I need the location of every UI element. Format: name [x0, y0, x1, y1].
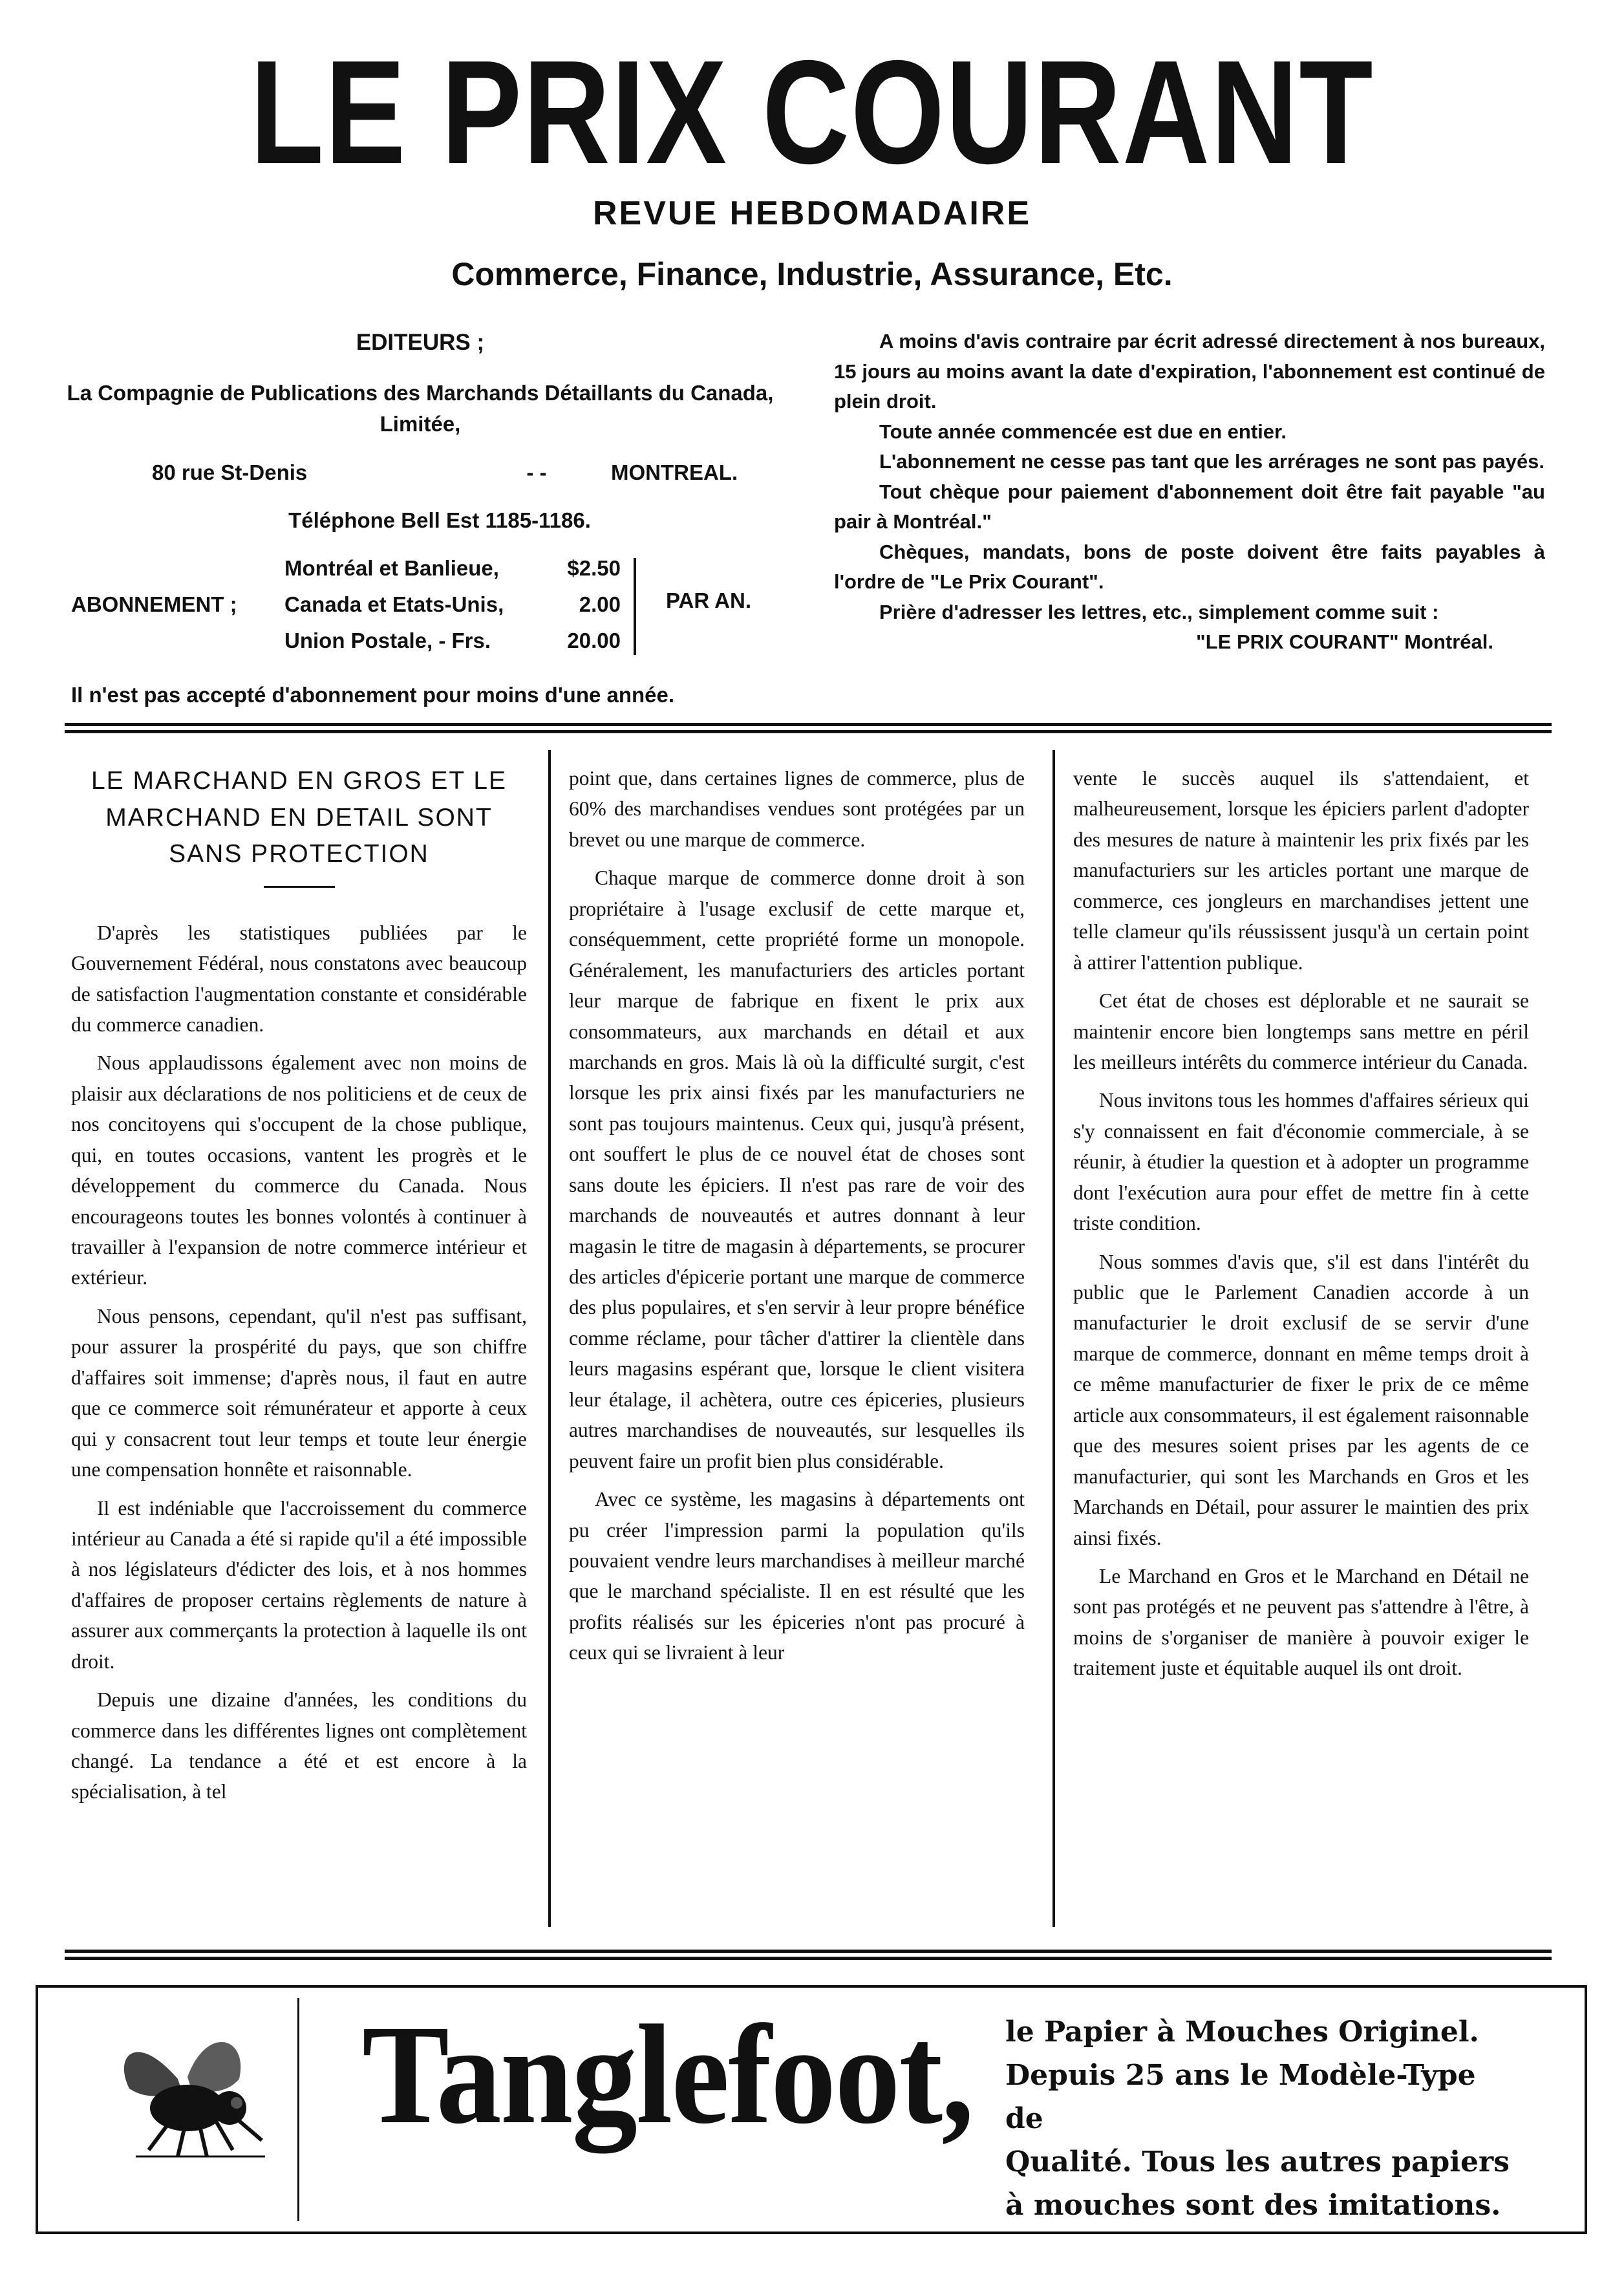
- ad-line: le Papier à Mouches Originel.: [1005, 2016, 1479, 2049]
- notice-block: [834, 327, 1545, 658]
- publisher-address: [65, 457, 776, 488]
- subscription-note: Il n'est pas accepté d'abonnement pour moins d'une année.: [71, 683, 675, 707]
- article-paragraph: Depuis une dizaine d'années, les conditions du commerce dans les différentes lignes ont complètement changé. La tendance a été et est encore à la spécialisation, à tel: [71, 1688, 527, 1803]
- ad-line: à mouches sont des imitations.: [1005, 2188, 1501, 2222]
- header-rule: [65, 723, 1552, 733]
- rate-price: 20.00: [567, 629, 621, 653]
- article-paragraph: Nous applaudissons également avec non moins de plaisir aux déclarations de nos politiciens et de ceux de nos concitoyens qui s'occupent de la chose publique, qui, en toutes occasions, vantent les progrès et le développement du commerce du Canada. Nous encourageons toutes les bonnes volontés à continuer à travailler à l'expansion de notre commerce intérieur et extérieur.: [71, 1051, 527, 1289]
- article-paragraph: Il est indéniable que l'accroissement du commerce intérieur au Canada a été si rapide qu'il a été impossible à nos législateurs d'édicter des lois, et à nos hommes d'affaires de proposer certains règlements de nature à assurer aux commerçants la protection à laquelle ils ont droit.: [71, 1496, 527, 1673]
- subscription-rate-row: [284, 553, 621, 589]
- rate-price: 2.00: [579, 592, 621, 617]
- publisher-heading: EDITEURS ;: [356, 330, 485, 355]
- subscription-rate-row: [284, 589, 621, 625]
- ad-line: Depuis 25 ans le Modèle-Type de: [1005, 2058, 1476, 2135]
- ad-brand: Tanglefoot,: [362, 1995, 974, 2153]
- subscription-table: [65, 553, 776, 663]
- article-paragraph: Nous invitons tous les hommes d'affaires sérieux qui s'y connaissent en fait d'économie commerciale, à se réunir, à étudier la question et à adopter un programme dont l'exécution aura pour effet de mettre fin à cette triste condition.: [1073, 1089, 1529, 1235]
- article-paragraph: Le Marchand en Gros et le Marchand en Détail ne sont pas protégés et ne peuvent pas s'attendre à l'être, à moins de s'organiser de manière à pouvoir exiger le traitement juste et équitable auquel ils ont droit.: [1073, 1564, 1529, 1680]
- publisher-dash: - -: [526, 460, 547, 485]
- article-column-3: [1073, 763, 1529, 1692]
- article-paragraph: Chaque marque de commerce donne droit à son propriétaire à l'usage exclusif de cette marque et, conséquemment, cette propriété forme un monopole. Généralement, les manufacturiers des articles portant leur marque de fabrique en fixent le prix aux consommateurs, aux marchands en détail et aux marchands en gros. Mais là où la difficulté surgit, c'est lorsque les prix ainsi fixés par les manufacturiers ne sont pas toujours maintenus. Ceux qui, jusqu'à présent, ont souffert le plus de ce nouvel état de choses sont sans doute les épiciers. Il n'est pas rare de voir des marchands de nouveautés et autres donnant à leur magasin le titre de magasin à départements, se procurer des articles d'épicerie portant une marque de commerce des plus populaires, et s'en servir à leur propre bénéfice comme réclame, pour tâcher d'attirer la clientèle dans leurs magasins espérant que, lorsque le client visitera leur étalage, il achètera, outre ces épiceries, plusieurs autres marchandises de nouveautés, sur lesquelles ils peuvent faire un profit bien plus considérable.: [569, 866, 1025, 1472]
- notice-paragraph: L'abonnement ne cesse pas tant que les arrérages ne sont pas payés.: [879, 450, 1545, 473]
- ad-text: [1005, 2011, 1522, 2227]
- subscription-label: ABONNEMENT ;: [71, 592, 237, 617]
- masthead-title: LE PRIX COURANT: [250, 30, 1374, 195]
- rate-price: $2.50: [567, 556, 621, 581]
- ad-line: Qualité. Tous les autres papiers: [1005, 2145, 1510, 2178]
- article-paragraph: point que, dans certaines lignes de commerce, plus de 60% des marchandises vendues sont protégées par un brevet ou une marque de commerce.: [569, 767, 1025, 851]
- column-divider: [1052, 750, 1055, 1927]
- publisher-phone: Téléphone Bell Est 1185-1186.: [288, 508, 591, 533]
- footer-rule: [65, 1950, 1552, 1960]
- notice-paragraph: Toute année commencée est due en entier.: [879, 420, 1287, 443]
- fly-icon: [110, 2017, 278, 2166]
- article-column-1: [71, 763, 527, 1815]
- column-divider: [548, 750, 551, 1927]
- title-rule: [264, 886, 335, 888]
- article-paragraph: Avec ce système, les magasins à départements ont pu créer l'impression parmi la population qu'ils pouvaient vendre leurs marchandises à meilleur marché que le marchand spécialiste. Il en est résulté que les profits réalisés sur les épiceries n'ont pas procuré à ceux qui se livraient à leur: [569, 1488, 1025, 1664]
- article-paragraph: vente le succès auquel ils s'attendaient, et malheureusement, lorsque les épiciers parlent d'adopter des mesures de nature à maintenir les prix fixés par les manufacturiers sur les articles portant une marque de commerce, ces jongleurs en marchandises jettent une telle clameur qu'ils réussissent jusqu'à un certain point à attirer l'attention publique.: [1073, 767, 1529, 974]
- rate-region: Union Postale, - Frs.: [284, 629, 491, 653]
- article-paragraph: Nous sommes d'avis que, s'il est dans l'intérêt du public que le Parlement Canadien accorde à un manufacturier le droit exclusif de se servir d'une marque de commerce, donnant en même temps droit à ce même manufacturier de fixer le prix de ce même article aux consommateurs, il est également raisonnable que des mesures soient prises par les agents de ce manufacturier, qui sont les Marchands en Gros et les Marchands en Détail, pour assurer le maintien des prix ainsi fixés.: [1073, 1250, 1529, 1549]
- article-title: LE MARCHAND EN GROS ET LE MARCHAND EN DETAIL SONT SANS PROTECTION: [91, 767, 508, 868]
- publisher-city: MONTREAL.: [611, 460, 738, 485]
- article-paragraph: Nous pensons, cependant, qu'il n'est pas suffisant, pour assurer la prospérité du pays, que son chiffre d'affaires soit immense; d'après nous, il faut en autre que ce commerce soit rémunérateur et apporte à ceux qui y consacrent tout leur temps et toute leur énergie une compensation honnête et raisonnable.: [71, 1304, 527, 1481]
- publisher-block: [65, 327, 776, 711]
- notice-address: "LE PRIX COURANT" Montréal.: [1196, 630, 1493, 653]
- publisher-company: La Compagnie de Publications des Marchands Détaillants du Canada, Limitée,: [67, 380, 774, 436]
- article-paragraph: Cet état de choses est déplorable et ne saurait se maintenir encore bien longtemps sans mettre en péril les meilleurs intérêts du commerce intérieur du Canada.: [1073, 989, 1529, 1073]
- rate-region: Montréal et Banlieue,: [284, 556, 499, 581]
- rate-region: Canada et Etats-Unis,: [284, 592, 504, 617]
- ad-divider: [297, 1998, 299, 2221]
- subscription-period: PAR AN.: [666, 588, 751, 613]
- notice-paragraph: Prière d'adresser les lettres, etc., simplement comme suit :: [879, 600, 1439, 623]
- subscription-rate-row: [284, 625, 621, 661]
- notice-paragraph: Chèques, mandats, bons de poste doivent être faits payables à l'ordre de "Le Prix Courant".: [834, 540, 1545, 593]
- notice-paragraph: A moins d'avis contraire par écrit adressé directement à nos bureaux, 15 jours au moins avant la date d'expiration, l'abonnement est continué de plein droit.: [834, 330, 1545, 413]
- subscription-brace: [634, 558, 640, 655]
- notice-paragraph: Tout chèque pour paiement d'abonnement doit être fait payable "au pair à Montréal.": [834, 480, 1545, 533]
- subscription-rates: [284, 553, 621, 661]
- masthead-subtitle: REVUE HEBDOMADAIRE: [592, 195, 1032, 232]
- publisher-street: 80 rue St-Denis: [152, 460, 308, 485]
- article-paragraph: D'après les statistiques publiées par le Gouvernement Fédéral, nous constatons avec beaucoup de satisfaction l'augmentation constante et considérable du commerce canadien.: [71, 921, 527, 1036]
- masthead-subjects: Commerce, Finance, Industrie, Assurance, Etc.: [451, 256, 1173, 292]
- article-column-2: [569, 763, 1025, 1676]
